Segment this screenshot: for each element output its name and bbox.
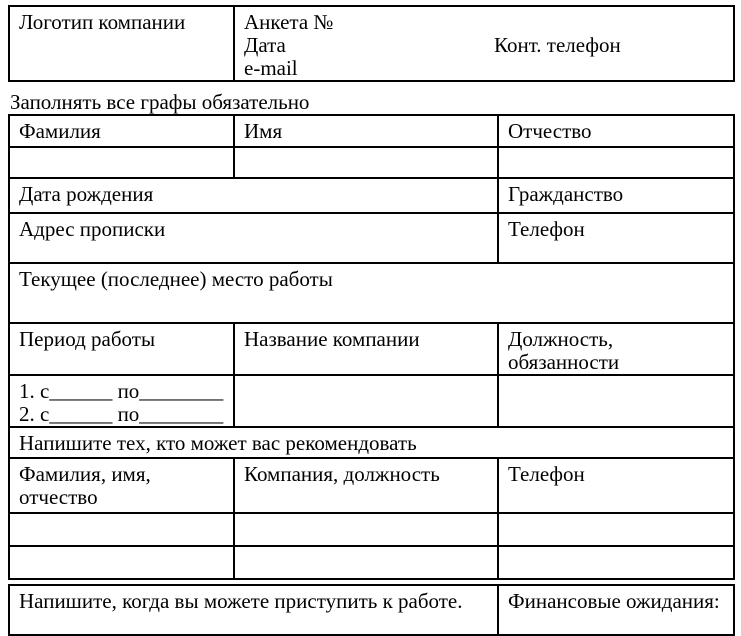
- references-header-row: [9, 458, 734, 513]
- company-name-input-cell[interactable]: [234, 375, 498, 427]
- phone-cell[interactable]: [498, 213, 734, 263]
- footer-table: [8, 584, 735, 636]
- reference-fio-header-cell: [9, 458, 234, 513]
- employment-section-title: Текущее (последнее) место работы: [19, 267, 333, 291]
- reference2-phone-input-cell[interactable]: [498, 546, 734, 579]
- reference-phone-header-cell: [498, 458, 734, 513]
- reference-input-row-1: [9, 513, 734, 546]
- fio-header-row: [9, 115, 734, 147]
- employment-header-row: [9, 323, 734, 375]
- phone-label: Телефон: [508, 217, 585, 241]
- financial-expectations-cell[interactable]: [498, 585, 734, 635]
- references-section-title: Напишите тех, кто может вас рекомендовать: [19, 431, 417, 455]
- fill-all-fields-note: Заполнять все графы обязательно: [10, 90, 310, 114]
- citizenship-label: Гражданство: [508, 182, 624, 206]
- header-table: [8, 5, 735, 82]
- company-logo-cell: [9, 6, 234, 81]
- birth-date-label: Дата рождения: [19, 182, 154, 206]
- references-section-row: [9, 427, 734, 458]
- patronymic-input-cell[interactable]: [498, 147, 734, 178]
- surname-input-cell[interactable]: [9, 147, 234, 178]
- patronymic-header-cell: [498, 115, 734, 147]
- surname-header-cell: [9, 115, 234, 147]
- work-period-input-cell[interactable]: [9, 375, 234, 427]
- email-label: e-mail: [244, 56, 298, 80]
- reference1-phone-input-cell[interactable]: [498, 513, 734, 546]
- company-name-header-label: Название компании: [244, 327, 420, 351]
- position-header-line1: Должность,: [508, 327, 614, 351]
- financial-expectations-label: Финансовые ожидания:: [508, 589, 720, 613]
- reference-fio-header-line2: отчество: [19, 485, 98, 509]
- header-meta-cell: [234, 6, 734, 81]
- employment-section-cell: [9, 263, 734, 323]
- start-work-cell[interactable]: [9, 585, 498, 635]
- company-name-header-cell: [234, 323, 498, 375]
- address-phone-row: [9, 213, 734, 263]
- reference-fio-header-line1: Фамилия, имя,: [19, 462, 151, 486]
- address-label: Адрес прописки: [19, 217, 166, 241]
- position-header-cell: [498, 323, 734, 375]
- name-header-cell: [234, 115, 498, 147]
- main-form-table: [8, 114, 735, 580]
- employment-input-row: [9, 375, 734, 427]
- reference-company-header-cell: [234, 458, 498, 513]
- reference1-company-input-cell[interactable]: [234, 513, 498, 546]
- birth-citizenship-row: [9, 178, 734, 213]
- surname-header-label: Фамилия: [19, 119, 101, 143]
- name-input-cell[interactable]: [234, 147, 498, 178]
- references-section-cell: [9, 427, 734, 458]
- position-header-line2: обязанности: [508, 350, 620, 374]
- date-label: Дата: [244, 33, 286, 57]
- company-logo-label: Логотип компании: [19, 10, 186, 34]
- position-input-cell[interactable]: [498, 375, 734, 427]
- patronymic-header-label: Отчество: [508, 119, 592, 143]
- work-period-header-cell: [9, 323, 234, 375]
- reference-company-header-label: Компания, должность: [244, 462, 440, 486]
- reference2-fio-input-cell[interactable]: [9, 546, 234, 579]
- start-work-label: Напишите, когда вы можете приступить к работе.: [19, 589, 463, 613]
- reference1-fio-input-cell[interactable]: [9, 513, 234, 546]
- employment-section-row: [9, 263, 734, 323]
- contact-phone-label: Конт. телефон: [494, 33, 621, 57]
- birth-date-cell[interactable]: [9, 178, 498, 213]
- reference2-company-input-cell[interactable]: [234, 546, 498, 579]
- work-period-line2: 2. с______ по________: [19, 402, 224, 426]
- citizenship-cell[interactable]: [498, 178, 734, 213]
- reference-phone-header-label: Телефон: [508, 462, 585, 486]
- anketa-number-label: Анкета №: [244, 10, 334, 34]
- work-period-line1: 1. с______ по________: [19, 379, 224, 403]
- fio-input-row: [9, 147, 734, 178]
- name-header-label: Имя: [244, 119, 283, 143]
- work-period-header-label: Период работы: [19, 327, 156, 351]
- footer-row: [9, 585, 734, 635]
- date-contact-line: [244, 34, 727, 57]
- address-cell[interactable]: [9, 213, 498, 263]
- reference-input-row-2: [9, 546, 734, 579]
